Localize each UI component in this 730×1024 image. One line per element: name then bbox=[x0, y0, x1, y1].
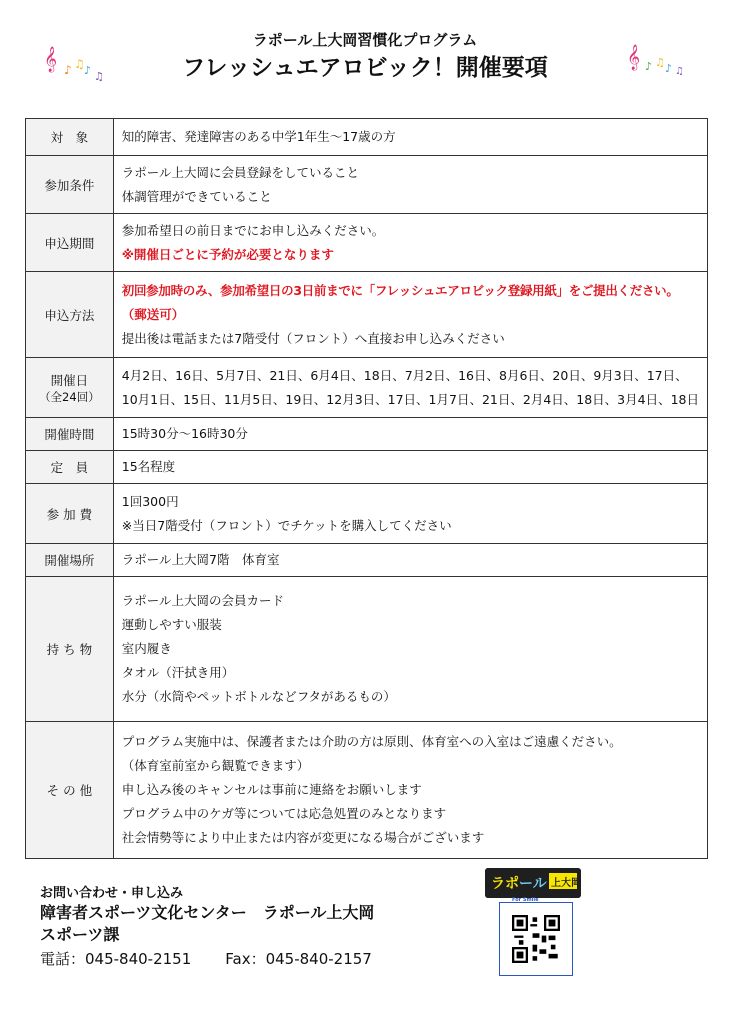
svg-text:ール: ール bbox=[519, 876, 547, 892]
value-line: プログラム実施中は、保護者または介助の方は原則、体育室への入室はご遠慮ください。 bbox=[121, 734, 622, 749]
row-value bbox=[113, 722, 707, 859]
table-row bbox=[26, 722, 708, 859]
svg-text:♫: ♫ bbox=[655, 56, 665, 69]
row-label: そ の 他 bbox=[26, 722, 114, 859]
row-value bbox=[113, 484, 707, 544]
table-row bbox=[26, 358, 708, 418]
value-line: 1回300円 bbox=[121, 493, 179, 509]
row-value bbox=[113, 156, 707, 214]
table-row bbox=[26, 272, 708, 358]
row-value bbox=[113, 577, 707, 722]
table-row bbox=[26, 156, 708, 214]
page-title: フレッシュエアロビック！開催要項 bbox=[182, 55, 548, 81]
row-label: 申込方法 bbox=[26, 272, 114, 358]
phone-number: 電話：045-840-2151 bbox=[40, 950, 192, 968]
row-label-sub: （全24回） bbox=[39, 389, 100, 404]
row-value bbox=[113, 418, 707, 451]
organization-name: 障害者スポーツ文化センター ラポール上大岡 bbox=[40, 903, 375, 922]
value-line-warning: （郵送可） bbox=[121, 306, 185, 322]
row-label: 参 加 費 bbox=[26, 484, 114, 544]
table-row bbox=[26, 577, 708, 722]
svg-text:♫: ♫ bbox=[74, 57, 85, 71]
rapport-logo bbox=[485, 868, 581, 984]
row-label: 申込期間 bbox=[26, 214, 114, 272]
svg-text:♫: ♫ bbox=[94, 70, 104, 83]
value-line: 運動しやすい服装 bbox=[121, 617, 222, 632]
value-line: 10月1日、15日、11月5日、19日、12月3日、17日、1月7日、21日、2月4日、18日、3月4日、18日 bbox=[121, 391, 699, 407]
svg-text:♪: ♪ bbox=[84, 64, 92, 77]
svg-text:𝄞: 𝄞 bbox=[627, 45, 641, 70]
value-line: 参加希望日の前日までにお申し込みください。 bbox=[121, 222, 385, 238]
value-line: 知的障害、発達障害のある中学1年生～17歳の方 bbox=[121, 129, 396, 144]
fax-number: Fax：045-840-2157 bbox=[225, 950, 372, 968]
value-line: ラポール上大岡7階 体育室 bbox=[121, 552, 280, 567]
row-value bbox=[113, 544, 707, 577]
info-table bbox=[25, 118, 708, 859]
slogan-top: For Smile bbox=[512, 897, 539, 903]
table-row bbox=[26, 484, 708, 544]
row-label bbox=[26, 358, 114, 418]
table-row bbox=[26, 119, 708, 156]
svg-text:♪: ♪ bbox=[665, 62, 673, 75]
value-line: 15名程度 bbox=[121, 459, 176, 474]
svg-text:♪: ♪ bbox=[645, 60, 653, 73]
program-subtitle: ラポール上大岡習慣化プログラム bbox=[252, 31, 478, 49]
row-value bbox=[113, 451, 707, 484]
value-line: 4月2日、16日、5月7日、21日、6月4日、18日、7月2日、16日、8月6日、20日、9月3日、17日、 bbox=[121, 367, 688, 383]
row-value bbox=[113, 119, 707, 156]
table-row bbox=[26, 544, 708, 577]
contact-footer bbox=[40, 886, 406, 970]
qr-code[interactable] bbox=[512, 915, 560, 963]
value-line: ラポール上大岡に会員登録をしていること bbox=[121, 164, 360, 180]
row-label: 対 象 bbox=[26, 119, 114, 156]
value-line: タオル（汗拭き用） bbox=[121, 665, 235, 680]
value-line: 室内履き bbox=[121, 641, 172, 656]
svg-text:♫: ♫ bbox=[675, 66, 684, 77]
value-line-warning: ※開催日ごとに予約が必要となります bbox=[121, 246, 334, 262]
contact-label: お問い合わせ・申し込み bbox=[40, 886, 184, 901]
svg-text:♪: ♪ bbox=[64, 63, 72, 77]
value-line: ラポール上大岡の会員カード bbox=[121, 593, 285, 608]
table-row bbox=[26, 418, 708, 451]
value-line: 体調管理ができていること bbox=[121, 188, 272, 204]
value-line: プログラム中のケガ等については応急処置のみとなります bbox=[121, 806, 447, 821]
row-label: 開催時間 bbox=[26, 418, 114, 451]
svg-text:上大岡: 上大岡 bbox=[551, 878, 581, 889]
value-line: 社会情勢等により中止または内容が変更になる場合がございます bbox=[121, 830, 485, 845]
row-label: 定 員 bbox=[26, 451, 114, 484]
logo-banner bbox=[485, 868, 581, 898]
qr-frame bbox=[499, 897, 573, 976]
svg-text:𝄞: 𝄞 bbox=[44, 47, 58, 72]
value-line: 15時30分～16時30分 bbox=[121, 426, 248, 441]
department-name: スポーツ課 bbox=[40, 925, 120, 944]
row-value bbox=[113, 214, 707, 272]
value-line: 水分（水筒やペットボトルなどフタがあるもの） bbox=[121, 689, 396, 704]
svg-text:ラポ: ラポ bbox=[491, 876, 519, 892]
value-line: 提出後は電話または7階受付（フロント）へ直接お申し込みください bbox=[121, 330, 505, 346]
row-label-text: 開催日 bbox=[50, 372, 89, 388]
value-line: （体育室前室から観覧できます） bbox=[121, 758, 310, 773]
row-value bbox=[113, 272, 707, 358]
value-line-warning: 初回参加時のみ、参加希望日の3日前までに「フレッシュエアロビック登録用紙」をご提出ください。 bbox=[121, 282, 679, 298]
row-label: 開催場所 bbox=[26, 544, 114, 577]
value-line: ※当日7階受付（フロント）でチケットを購入してください bbox=[121, 517, 452, 533]
row-label: 参加条件 bbox=[26, 156, 114, 214]
header bbox=[0, 30, 730, 84]
table-row bbox=[26, 214, 708, 272]
row-label: 持 ち 物 bbox=[26, 577, 114, 722]
table-row bbox=[26, 451, 708, 484]
phone-line bbox=[40, 948, 406, 970]
value-line: 申し込み後のキャンセルは事前に連絡をお願いします bbox=[121, 782, 422, 797]
row-value bbox=[113, 358, 707, 418]
